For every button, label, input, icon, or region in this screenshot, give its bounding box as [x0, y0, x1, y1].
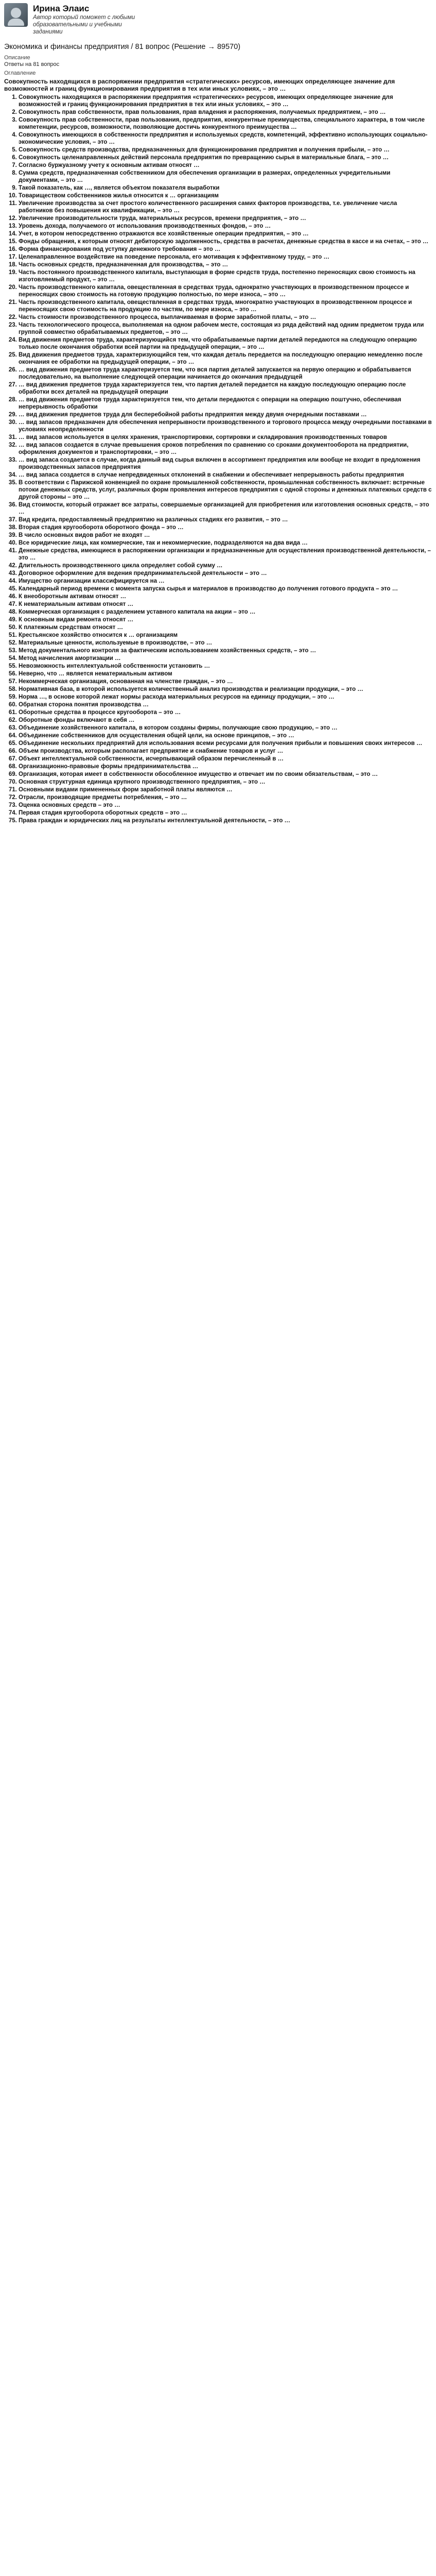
question-item: 63. Объединение хозяйственного капитала, в котором созданы фирмы, получающие свою продукцию, – это … — [19, 724, 432, 732]
toc-label: Оглавление — [4, 70, 36, 76]
question-item: 71. Основными видами примененных форм заработной платы являются … — [19, 786, 432, 793]
question-item: 25. Вид движения предметов труда, характеризующийся тем, что каждая деталь передается на последующую операцию немедленно после окончания ее обработки на предыдущей операции, – это … — [19, 351, 432, 366]
question-item: 56. Неверно, что … является нематериальным активом — [19, 670, 432, 677]
author-header — [4, 3, 432, 36]
question-item: 39. В число основных видов работ не входят … — [19, 532, 432, 539]
question-item: 30. … вид запасов предназначен для обеспечения непрерывности производственного и торгового процесса между очередными поставками в условиях неопределенности — [19, 419, 432, 433]
question-item: 16. Форма финансирования под уступку денежного требования – это … — [19, 246, 432, 253]
question-item: 32. … вид запасов создается в случае превышения сроков потребления по сравнению со сроками документооборота на предприятии, оформления документов и транспортировки, – это … — [19, 442, 432, 456]
question-item: 43. Договорное оформление для ведения предпринимательской деятельности – это … — [19, 570, 432, 577]
question-item: 58. Нормативная база, в которой используется количественный анализ производства и реализации продукции, – это … — [19, 686, 432, 693]
question-item: 8. Сумма средств, предназначенная собственником для обеспечения организации в размерах, определенных учредительными документами, – это … — [19, 170, 432, 184]
question-item: 3. Совокупность прав собственности, прав пользования, предприятия, конкурентные преимущества, специального характера, в том числе компетенции, ресурсов, возможности, позволяющие достичь конкурентного преимущества … — [19, 116, 432, 131]
question-item: 65. Объединение нескольких предприятий для использования всеми ресурсами для получения прибыли и повышения своих интересов … — [19, 740, 432, 747]
question-item: 2. Совокупность прав собственности, прав пользования, прав владения и распоряжения, получаемых предприятием, – это … — [19, 109, 432, 116]
question-item: 70. Основная структурная единица крупного производственного предприятия, – это … — [19, 778, 432, 786]
question-item: 5. Совокупность средств производства, предназначенных для функционирования предприятия и получения прибыли, – это … — [19, 146, 432, 154]
question-item: 64. Объединение собственников для осуществления общей цели, на основе принципов, – это … — [19, 732, 432, 739]
question-item: 27. … вид движения предметов труда характеризуется тем, что партия деталей передается на каждую последующую операцию после обработки всех деталей на предыдущей операции — [19, 381, 432, 396]
question-list — [4, 94, 432, 824]
question-item: 55. Невозможность интеллектуальной собственности установить … — [19, 663, 432, 670]
question-item: 52. Материальные ценности, используемые в производстве, – это … — [19, 639, 432, 647]
question-item: 26. … вид движения предметов труда характеризуется тем, что вся партия деталей запускается на первую операцию и обрабатывается последовательно, на выполнение следующей операции начинается до окончания предыдущей — [19, 366, 432, 381]
question-item: 50. К платежным средствам относят … — [19, 624, 432, 631]
author-info — [33, 3, 141, 36]
question-item: 36. Вид стоимости, который отражает все затраты, совершаемые организацией для приобретения или изготовления основных средств, – это … — [19, 501, 432, 516]
question-item: 72. Отрасли, производящие предметы потребления, – это … — [19, 794, 432, 801]
question-item: 38. Вторая стадия кругооборота оборотного фонда – это … — [19, 524, 432, 531]
question-item: 54. Метод начисления амортизации … — [19, 655, 432, 662]
question-item: 18. Часть основных средств, предназначенная для производства, – это … — [19, 261, 432, 268]
question-item: 37. Вид кредита, предоставляемый предприятию на различных стадиях его развития, – это … — [19, 516, 432, 523]
question-item: 28. … вид движения предметов труда характеризуется тем, что детали передаются с операции на операцию поштучно, обеспечивая непрерывность обработки — [19, 396, 432, 411]
question-item: 9. Такой показатель, как …, является объектом показателя выработки — [19, 184, 432, 192]
question-item: 20. Часть производственного капитала, овеществленная в средствах труда, однократно участвующих в производственном процессе и переносящих свою стоимость на готовую продукцию полностью, по мере износа, – это … — [19, 284, 432, 298]
question-item: 61. Оборотные средства в процессе кругооборота – это … — [19, 709, 432, 716]
question-item: 11. Увеличение производства за счет простого количественного расширения самих факторов производства, т.е. увеличение числа работников без повышения их квалификации, – это … — [19, 200, 432, 214]
question-item: 15. Фонды обращения, к которым относят дебиторскую задолженность, средства в расчетах, денежные средства в кассе и на счетах, – это … — [19, 238, 432, 245]
toc-intro: Совокупность находящихся в распоряжении предприятия «стратегических» ресурсов, имеющих определяющее значение для возможностей и границ функционирования предприятия в тех или иных условиях, – это … — [4, 78, 395, 92]
question-item: 75. Права граждан и юридических лиц на результаты интеллектуальной деятельности, – это … — [19, 817, 432, 824]
question-item: 10. Товариществом собственников жилья относится к … организациям — [19, 192, 432, 199]
answers-line: Ответы на 81 вопрос — [4, 61, 60, 67]
question-item: 14. Учет, в котором непосредственно отражаются все хозяйственные операции предприятия, – это … — [19, 230, 432, 238]
question-item: 12. Увеличение производительности труда, материальных ресурсов, времени предприятия, – это … — [19, 215, 432, 222]
question-item: 24. Вид движения предметов труда, характеризующийся тем, что обрабатываемые партии деталей передаются на следующую операцию только после окончания обработки всей партии на предыдущей операции, – это … — [19, 336, 432, 351]
question-item: 7. Согласно буржуазному учету к основным активам относят … — [19, 162, 432, 169]
question-item: 46. К внеоборотным активам относят … — [19, 593, 432, 600]
question-item: 17. Целенаправленное воздействие на поведение персонала, его мотивация к эффективному труду, – это … — [19, 253, 432, 261]
question-item: 6. Совокупность целенаправленных действий персонала предприятия по превращению сырья в материальные блага, – это … — [19, 154, 432, 161]
question-item: 42. Длительность производственного цикла определяет собой сумму … — [19, 562, 432, 569]
question-item: 69. Организация, которая имеет в собственности обособленное имущество и отвечает им по своим обязательствам, – это … — [19, 771, 432, 778]
question-item: 67. Объект интеллектуальной собственности, исчерпывающий образом перечисленный в … — [19, 755, 432, 762]
description-label: Описание — [4, 55, 30, 61]
question-item: 40. Все юридические лица, как коммерческие, так и некоммерческие, подразделяются на два вида … — [19, 539, 432, 547]
question-item: 29. … вид движения предметов труда для бесперебойной работы предприятия между двумя очередными поставками … — [19, 411, 432, 418]
author-subtitle: Автор который поможет с любыми образовательными и учебными заданиями — [33, 14, 135, 35]
question-item: 68. Организационно-правовые формы предпринимательства … — [19, 763, 432, 770]
question-item: 62. Оборотные фонды включают в себя … — [19, 717, 432, 724]
question-item: 73. Оценка основных средств – это … — [19, 802, 432, 809]
question-item: 51. Крестьянское хозяйство относится к … организациям — [19, 632, 432, 639]
document-title: Экономика и финансы предприятия / 81 вопрос (Решение → 89570) — [4, 43, 241, 51]
question-item: 19. Часть постоянного производственного капитала, выступающая в форме средств труда, постепенно переносящих свою стоимость на изготовляемый продукт, – это … — [19, 269, 432, 283]
question-item: 35. В соответствии с Парижской конвенцией по охране промышленной собственности, промышленная собственность включает: встречные потоки денежных средств, услуг, различных форм проявления интересов предприятия с одной стороны и денежных платежных средств с другой стороны – это … — [19, 479, 432, 501]
question-item: 23. Часть технологического процесса, выполняемая на одном рабочем месте, состоящая из ряда действий над одним предметом труда или группой совместно обрабатываемых предметов, – это … — [19, 321, 432, 336]
question-item: 44. Имущество организации классифицируется на … — [19, 578, 432, 585]
question-item: 4. Совокупность имеющихся в собственности предприятия и используемых средств, компетенций, эффективно использующих социально-экономические условия, – это … — [19, 131, 432, 146]
question-item: 53. Метод документального контроля за фактическим использованием хозяйственных средств, – это … — [19, 647, 432, 654]
question-item: 57. Некоммерческая организация, основанная на членстве граждан, – это … — [19, 678, 432, 685]
question-item: 48. Коммерческая организация с разделением уставного капитала на акции – это … — [19, 608, 432, 616]
question-item: 34. … вид запаса создается в случае непредвиденных отклонений в снабжении и обеспечивает непрерывность работы предприятия — [19, 471, 432, 479]
question-item: 41. Денежные средства, имеющиеся в распоряжении организации и предназначенные для осуществления производственной деятельности, – это … — [19, 547, 432, 562]
author-name[interactable]: Ирина Элаис — [33, 4, 90, 13]
question-item: 13. Уровень дохода, получаемого от использования производственных фондов, – это … — [19, 223, 432, 230]
question-item: 74. Первая стадия кругооборота оборотных средств – это … — [19, 809, 432, 817]
question-item: 31. … вид запасов используется в целях хранения, транспортировки, сортировки и складирования производственных товаров — [19, 434, 432, 441]
question-item: 49. К основным видам ремонта относят … — [19, 616, 432, 623]
question-item: 47. К нематериальным активам относят … — [19, 601, 432, 608]
question-item: 1. Совокупность находящихся в распоряжении предприятия «стратегических» ресурсов, имеющих определяющее значение для возможностей и границ функционирования предприятия в тех или иных условиях, – это … — [19, 94, 432, 108]
question-item: 33. … вид запаса создается в случае, когда данный вид сырья включен в ассортимент предприятия или вообще не входит в предложения производственных запасов предприятия — [19, 456, 432, 471]
author-avatar[interactable] — [4, 3, 28, 27]
question-item: 60. Обратная сторона понятия производства … — [19, 701, 432, 708]
question-item: 22. Часть стоимости производственного процесса, выплачиваемая в форме заработной платы, – это … — [19, 314, 432, 321]
question-item: 59. Норма …, в основе которой лежат нормы расхода материальных ресурсов на единицу продукции, – это … — [19, 693, 432, 701]
question-item: 45. Календарный период времени с момента запуска сырья и материалов в производство до получения готового продукта – это … — [19, 585, 432, 592]
question-item: 66. Объем производства, которым располагает предприятие и снабжение товаров и услуг … — [19, 748, 432, 755]
question-item: 21. Часть производственного капитала, овеществленная в средствах труда, многократно участвующих в производственном процессе и переносящих свою стоимость на продукцию по частям, по мере износа, – это … — [19, 299, 432, 313]
